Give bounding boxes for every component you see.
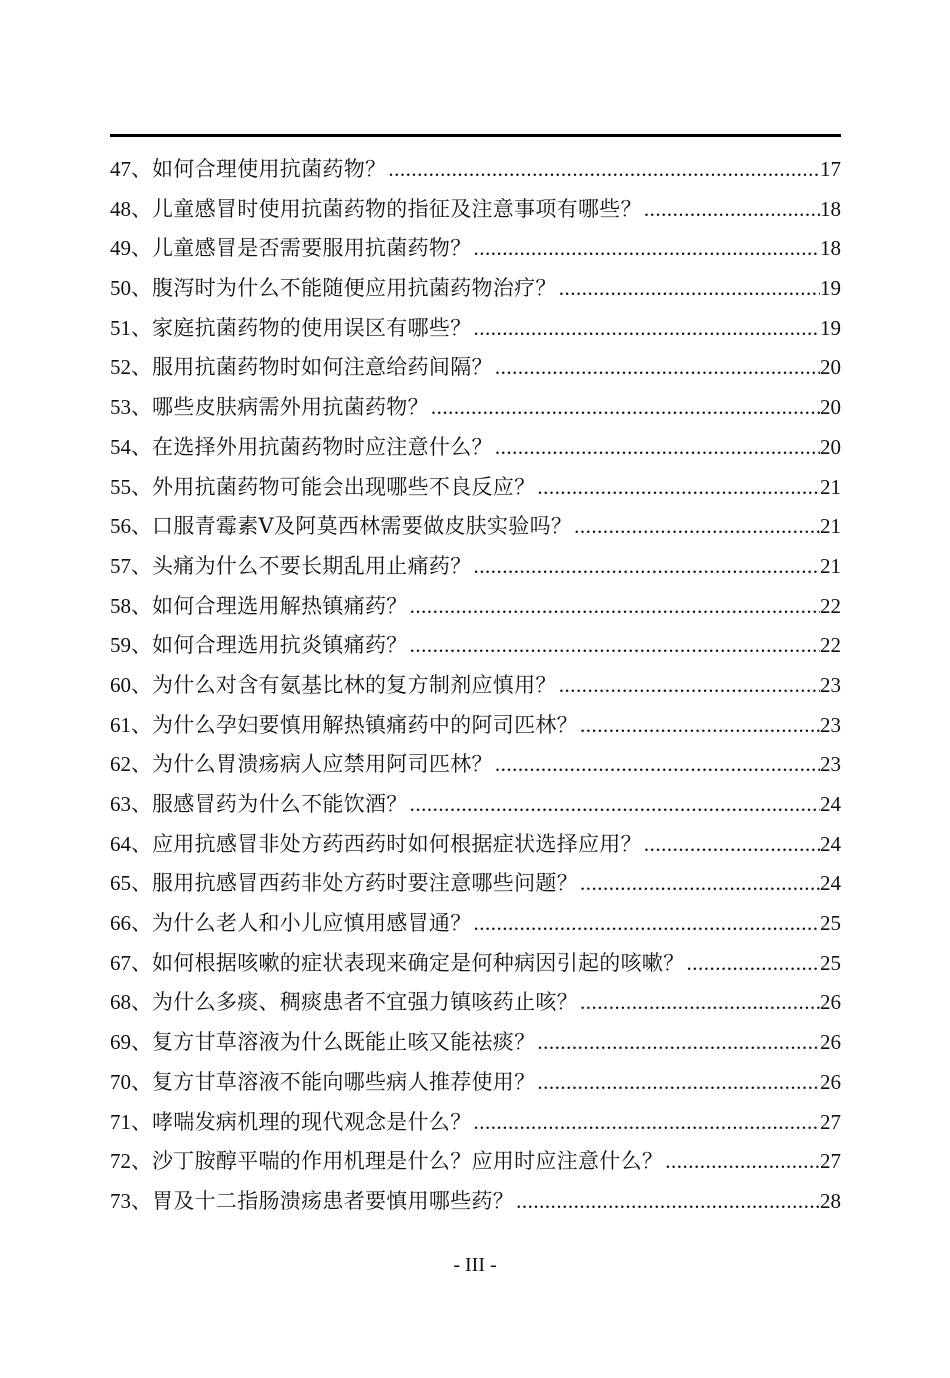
toc-entry-page: 20 <box>820 434 841 459</box>
toc-entry-title: 为什么胃溃疡病人应禁用阿司匹林？ <box>152 752 493 777</box>
toc-dot-leader <box>408 785 820 825</box>
toc-dot-leader <box>493 745 820 785</box>
toc-entry-number: 68、 <box>110 990 152 1015</box>
toc-entry-page: 26 <box>820 990 841 1015</box>
toc-entry-number: 50、 <box>110 276 152 301</box>
toc-entry-number: 52、 <box>110 355 152 380</box>
toc-entry[interactable] <box>110 825 841 865</box>
toc-entry[interactable] <box>110 348 841 388</box>
toc-entry-page: 24 <box>820 792 841 816</box>
toc-entry-title: 外用抗菌药物可能会出现哪些不良反应？ <box>152 474 536 499</box>
toc-dot-leader <box>642 825 820 865</box>
toc-entry-title: 应用抗感冒非处方药西药时如何根据症状选择应用？ <box>152 831 642 856</box>
toc-entry-title: 哮喘发病机理的现代观念是什么？ <box>152 1109 472 1134</box>
toc-dot-leader <box>472 229 821 269</box>
toc-dot-leader <box>535 1063 820 1103</box>
toc-entry[interactable] <box>110 864 841 904</box>
toc-entry-number: 72、 <box>110 1149 152 1174</box>
toc-entry-title: 如何合理使用抗菌药物？ <box>152 157 387 181</box>
toc-entry[interactable] <box>110 190 841 230</box>
toc-entry[interactable] <box>110 745 841 785</box>
toc-entry-number: 71、 <box>110 1109 152 1134</box>
toc-entry-number: 67、 <box>110 950 152 975</box>
toc-entry-number: 70、 <box>110 1069 152 1094</box>
toc-entry-number: 54、 <box>110 434 152 459</box>
toc-entry[interactable] <box>110 626 841 666</box>
toc-entry-number: 66、 <box>110 911 152 936</box>
toc-entry[interactable] <box>110 587 841 627</box>
toc-entry-title: 如何根据咳嗽的症状表现来确定是何种病因引起的咳嗽？ <box>152 950 685 975</box>
toc-entry-number: 73、 <box>110 1188 152 1213</box>
toc-entry[interactable] <box>110 983 841 1023</box>
toc-entry-title: 复方甘草溶液不能向哪些病人推荐使用？ <box>152 1069 536 1094</box>
toc-entry-title: 儿童感冒时使用抗菌药物的指征及注意事项有哪些？ <box>152 196 642 221</box>
toc-dot-leader <box>557 666 820 706</box>
toc-entry-number: 69、 <box>110 1030 152 1055</box>
toc-entry-page: 18 <box>820 236 841 261</box>
toc-entry-title: 家庭抗菌药物的使用误区有哪些？ <box>152 315 472 340</box>
toc-entry[interactable] <box>110 666 841 706</box>
toc-entry[interactable] <box>110 150 841 190</box>
toc-entry-number: 53、 <box>110 395 152 420</box>
toc-entry-title: 在选择外用抗菌药物时应注意什么？ <box>152 434 493 459</box>
toc-entry-page: 23 <box>820 712 841 737</box>
toc-entry-title: 为什么多痰、稠痰患者不宜强力镇咳药止咳？ <box>152 990 578 1015</box>
toc-entry-title: 服用抗菌药物时如何注意给药间隔？ <box>152 355 493 380</box>
toc-entry-number: 47、 <box>110 157 152 181</box>
toc-entry-title: 为什么对含有氨基比林的复方制剂应慎用？ <box>152 672 557 697</box>
page-number: - III - <box>453 1254 497 1276</box>
toc-dot-leader <box>472 309 821 349</box>
toc-entry-title: 为什么老人和小儿应慎用感冒通？ <box>152 911 472 936</box>
toc-dot-leader <box>663 1142 820 1182</box>
toc-entry-title: 如何合理选用抗炎镇痛药？ <box>152 633 408 658</box>
toc-entry-number: 58、 <box>110 593 152 618</box>
toc-entry-number: 48、 <box>110 196 152 221</box>
toc-entry[interactable] <box>110 706 841 746</box>
toc-dot-leader <box>557 269 820 309</box>
toc-entry-page: 19 <box>820 276 841 301</box>
toc-entry-number: 56、 <box>110 514 152 539</box>
toc-entry-number: 61、 <box>110 712 152 737</box>
toc-dot-leader <box>493 428 820 468</box>
toc-dot-leader <box>472 547 821 587</box>
toc-dot-leader <box>514 1182 820 1222</box>
toc-dot-leader <box>578 983 820 1023</box>
toc-dot-leader <box>642 190 820 230</box>
toc-entry-title: 胃及十二指肠溃疡患者要慎用哪些药？ <box>152 1188 515 1213</box>
toc-entry-page: 22 <box>820 593 841 618</box>
toc-entry[interactable] <box>110 388 841 428</box>
toc-entry-title: 腹泻时为什么不能随便应用抗菌药物治疗？ <box>152 276 557 301</box>
toc-entry-page: 18 <box>820 196 841 221</box>
toc-entry-page: 23 <box>820 752 841 777</box>
toc-entry-number: 62、 <box>110 752 152 777</box>
toc-entry-number: 57、 <box>110 553 152 578</box>
toc-entry-page: 22 <box>820 633 841 658</box>
toc-entry-title: 哪些皮肤病需外用抗菌药物？ <box>152 395 429 420</box>
toc-entry-page: 21 <box>820 553 841 578</box>
toc-entry[interactable] <box>110 944 841 984</box>
toc-entry[interactable] <box>110 1103 841 1143</box>
toc-dot-leader <box>493 348 820 388</box>
toc-entry-title: 儿童感冒是否需要服用抗菌药物？ <box>152 236 472 261</box>
toc-entry-title: 为什么孕妇要慎用解热镇痛药中的阿司匹林？ <box>152 712 578 737</box>
toc-entry-title: 沙丁胺醇平喘的作用机理是什么？应用时应注意什么？ <box>152 1149 664 1174</box>
toc-entry-title: 服感冒药为什么不能饮酒？ <box>152 792 408 816</box>
toc-entry[interactable] <box>110 785 841 825</box>
toc-entry-title: 口服青霉素Ⅴ及阿莫西林需要做皮肤实验吗？ <box>152 514 573 539</box>
toc-entry-number: 64、 <box>110 831 152 856</box>
toc-entry-page: 25 <box>820 950 841 975</box>
toc-dot-leader <box>535 468 820 508</box>
toc-entry-page: 24 <box>820 871 841 896</box>
toc-entry-number: 63、 <box>110 792 152 816</box>
toc-entry-number: 60、 <box>110 672 152 697</box>
toc-entry-number: 51、 <box>110 315 152 340</box>
toc-entry[interactable] <box>110 229 841 269</box>
toc-dot-leader <box>572 507 820 547</box>
toc-entry-number: 55、 <box>110 474 152 499</box>
toc-entry-page: 17 <box>820 157 841 181</box>
toc-entry-page: 26 <box>820 1030 841 1055</box>
toc-entry-page: 21 <box>820 514 841 539</box>
toc-entry-page: 21 <box>820 474 841 499</box>
toc-entry[interactable] <box>110 309 841 349</box>
toc-entry[interactable] <box>110 428 841 468</box>
toc-entry[interactable] <box>110 1142 841 1182</box>
toc-entry-title: 复方甘草溶液为什么既能止咳又能祛痰？ <box>152 1030 536 1055</box>
toc-entry-page: 23 <box>820 672 841 697</box>
toc-entry-title: 服用抗感冒西药非处方药时要注意哪些问题？ <box>152 871 578 896</box>
toc-entry[interactable] <box>110 507 841 547</box>
toc-dot-leader <box>429 388 820 428</box>
toc-entry[interactable] <box>110 1063 841 1103</box>
toc-entry[interactable] <box>110 904 841 944</box>
toc-entry-page: 24 <box>820 831 841 856</box>
header-rule <box>110 134 841 137</box>
toc-entry-page: 19 <box>820 315 841 340</box>
toc-entry[interactable] <box>110 547 841 587</box>
toc-dot-leader <box>408 626 820 666</box>
toc-entry-page: 20 <box>820 395 841 420</box>
toc-entry-number: 49、 <box>110 236 152 261</box>
toc-dot-leader <box>386 150 820 190</box>
toc-entry-page: 25 <box>820 911 841 936</box>
toc-dot-leader <box>578 706 820 746</box>
toc-entry-title: 如何合理选用解热镇痛药？ <box>152 593 408 618</box>
toc-entry[interactable] <box>110 1023 841 1063</box>
toc-dot-leader <box>472 904 821 944</box>
toc-entry-page: 27 <box>820 1149 841 1174</box>
toc-dot-leader <box>685 944 821 984</box>
toc-dot-leader <box>535 1023 820 1063</box>
toc-entry-page: 20 <box>820 355 841 380</box>
toc-entry-number: 65、 <box>110 871 152 896</box>
toc-entry-title: 头痛为什么不要长期乱用止痛药？ <box>152 553 472 578</box>
toc-entry[interactable] <box>110 269 841 309</box>
toc-dot-leader <box>578 864 820 904</box>
toc-entry-page: 28 <box>820 1188 841 1213</box>
table-of-contents <box>110 150 841 1222</box>
toc-dot-leader <box>408 587 820 627</box>
toc-entry-page: 26 <box>820 1069 841 1094</box>
toc-entry[interactable] <box>110 468 841 508</box>
toc-entry-page: 27 <box>820 1109 841 1134</box>
toc-entry-number: 59、 <box>110 633 152 658</box>
toc-entry[interactable] <box>110 1182 841 1222</box>
toc-dot-leader <box>472 1103 821 1143</box>
